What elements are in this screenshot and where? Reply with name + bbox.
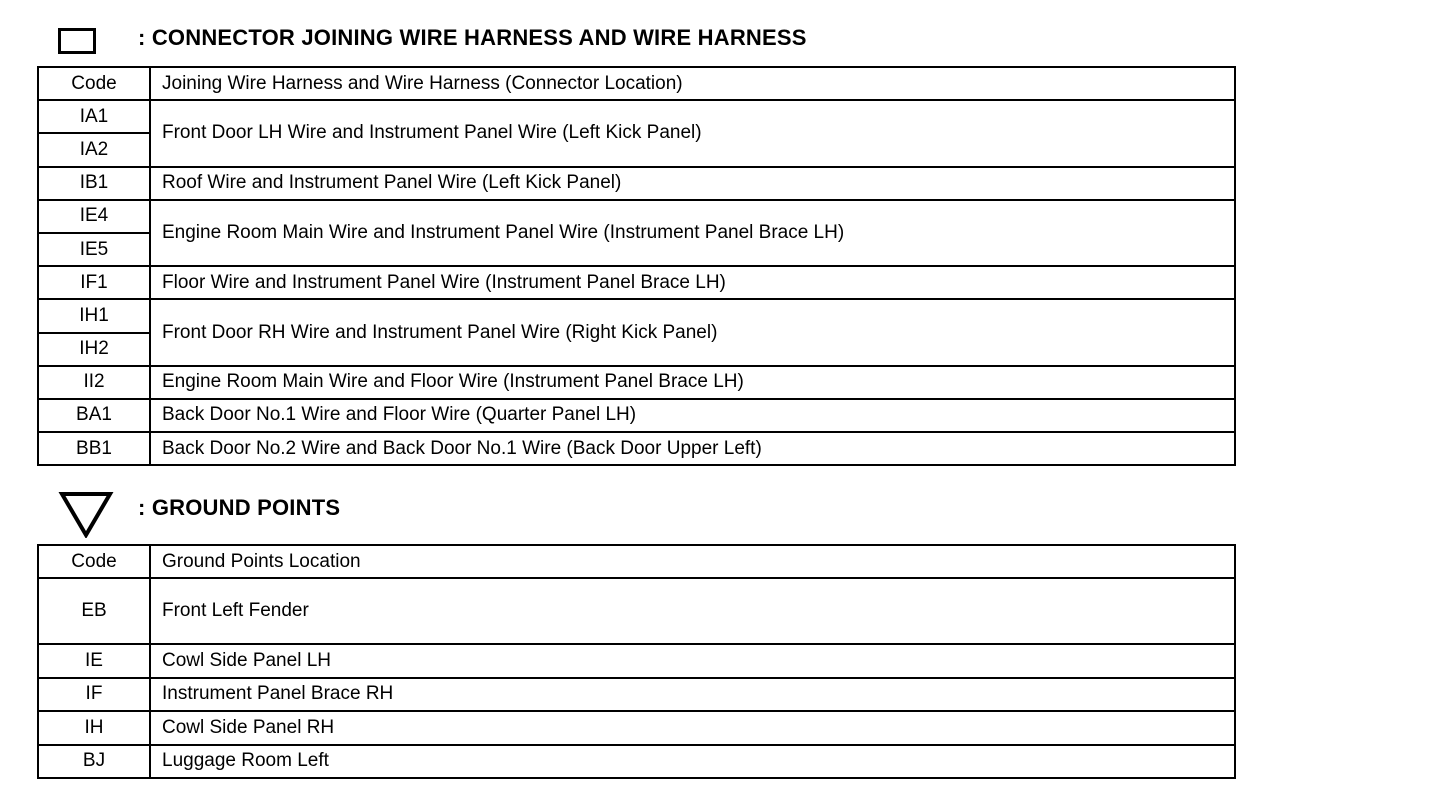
table-row: [38, 266, 1235, 299]
table-row: [38, 200, 1235, 233]
table-row: [38, 366, 1235, 399]
ground-code: IE: [38, 644, 150, 677]
rectangle-connector-icon: [58, 28, 96, 54]
connector-location-header: Joining Wire Harness and Wire Harness (Connector Location): [150, 67, 1235, 100]
ground-code: IH: [38, 711, 150, 744]
connector-code: BB1: [38, 432, 150, 465]
connector-location: Roof Wire and Instrument Panel Wire (Left Kick Panel): [150, 167, 1235, 200]
connector-table-header-row: [38, 67, 1235, 100]
ground-code: EB: [38, 578, 150, 644]
ground-section-title: : GROUND POINTS: [138, 495, 341, 520]
ground-code-header: Code: [38, 545, 150, 578]
connector-code: BA1: [38, 399, 150, 432]
connector-code: IE4: [38, 200, 150, 233]
connector-location: Front Door RH Wire and Instrument Panel Wire (Right Kick Panel): [150, 299, 1235, 365]
table-row: [38, 399, 1235, 432]
ground-code: BJ: [38, 745, 150, 778]
ground-location: Cowl Side Panel RH: [150, 711, 1235, 744]
ground-location: Front Left Fender: [150, 578, 1235, 644]
ground-table-header-row: [38, 545, 1235, 578]
connector-location: Back Door No.2 Wire and Back Door No.1 Wire (Back Door Upper Left): [150, 432, 1235, 465]
table-row: [38, 167, 1235, 200]
ground-location: Luggage Room Left: [150, 745, 1235, 778]
connector-section-title: : CONNECTOR JOINING WIRE HARNESS AND WIRE HARNESS: [138, 25, 807, 50]
ground-location: Instrument Panel Brace RH: [150, 678, 1235, 711]
connector-location: Front Door LH Wire and Instrument Panel Wire (Left Kick Panel): [150, 100, 1235, 166]
connector-code: IH2: [38, 333, 150, 366]
connector-location: Engine Room Main Wire and Instrument Panel Wire (Instrument Panel Brace LH): [150, 200, 1235, 266]
connector-code: IH1: [38, 299, 150, 332]
table-row: [38, 711, 1235, 744]
table-row: [38, 100, 1235, 133]
down-triangle-ground-icon: [58, 490, 114, 538]
ground-points-table: [37, 544, 1236, 779]
table-row: [38, 644, 1235, 677]
connector-code: IA2: [38, 133, 150, 166]
ground-code: IF: [38, 678, 150, 711]
connector-code: IB1: [38, 167, 150, 200]
connector-location: Floor Wire and Instrument Panel Wire (Instrument Panel Brace LH): [150, 266, 1235, 299]
table-row: [38, 432, 1235, 465]
connector-location: Back Door No.1 Wire and Floor Wire (Quarter Panel LH): [150, 399, 1235, 432]
connector-code: IA1: [38, 100, 150, 133]
ground-location: Cowl Side Panel LH: [150, 644, 1235, 677]
connector-code-header: Code: [38, 67, 150, 100]
connector-table: [37, 66, 1236, 466]
table-row: [38, 299, 1235, 332]
ground-section-header: [0, 486, 1300, 536]
connector-code: IF1: [38, 266, 150, 299]
table-row: [38, 678, 1235, 711]
ground-location-header: Ground Points Location: [150, 545, 1235, 578]
table-row: [38, 578, 1235, 644]
connector-location: Engine Room Main Wire and Floor Wire (Instrument Panel Brace LH): [150, 366, 1235, 399]
table-row: [38, 745, 1235, 778]
connector-section-header: [0, 22, 1300, 62]
connector-code: II2: [38, 366, 150, 399]
connector-code: IE5: [38, 233, 150, 266]
